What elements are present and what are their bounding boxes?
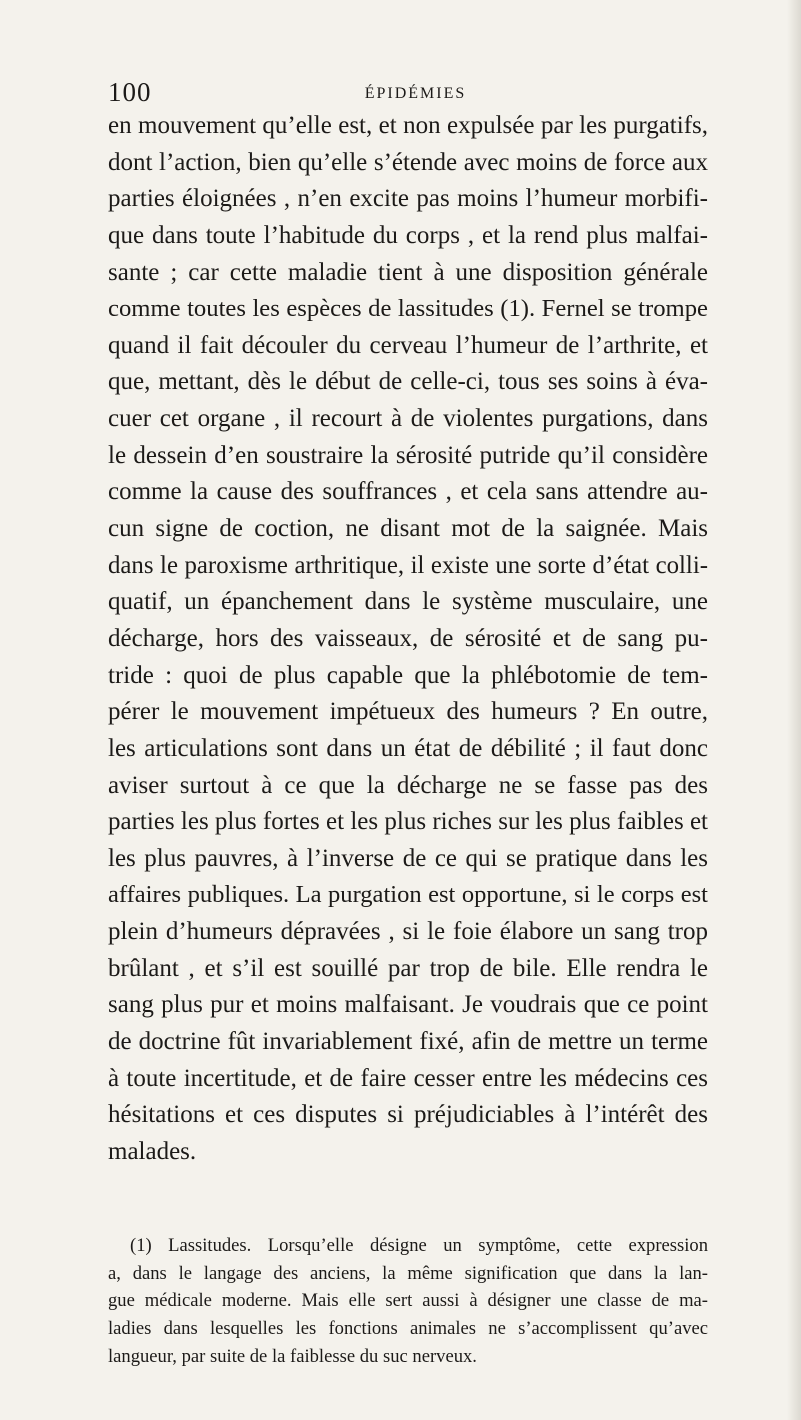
text-line: décharge, hors des vaisseaux, de sérosité et de sang pu- [108,624,708,652]
text-line: parties les plus fortes et les plus riches sur les plus faibles et [108,808,708,836]
running-title: ÉPIDÉMIES [364,85,467,102]
text-line: malades. [108,1137,197,1165]
text-line: comme toutes les espèces de lassitudes (1). Fernel se trompe [108,295,708,323]
text-line: le dessein d’en soustraire la sérosité putride qu’il considère [108,441,708,469]
text-line: à toute incertitude, et de faire cesser entre les médecins ces [108,1064,708,1092]
text-line: en mouvement qu’elle est, et non expulsée par les purgatifs, [108,112,708,139]
footnote-line: a, dans le langage des anciens, la même signification que dans la lan- [108,1262,708,1284]
text-line: les articulations sont dans un état de débilité ; il faut donc [108,734,708,762]
text-line: tride : quoi de plus capable que la phlébotomie de tem- [108,661,708,689]
text-line: cuer cet organe , il recourt à de violentes purgations, dans [108,405,708,433]
text-line: que dans toute l’habitude du corps , et la rend plus malfai- [108,221,708,249]
footnote-line: ladies dans lesquelles les fonctions animales ne s’accomplissent qu’avec [108,1318,708,1340]
text-line: parties éloignées , n’en excite pas moins l’humeur morbifi- [108,185,708,213]
text-line: que, mettant, dès le début de celle-ci, tous ses soins à éva- [108,368,708,396]
text-line: hésitations et ces disputes si préjudiciables à l’intérêt des [108,1101,708,1129]
footnote-line: gue médicale moderne. Mais elle sert aussi à désigner une classe de ma- [108,1290,708,1312]
page-edge-shadow [787,0,801,1420]
text-line: brûlant , et s’il est souillé par trop de bile. Elle rendra le [108,954,708,982]
text-line: quand il fait découler du cerveau l’humeur de l’arthrite, et [108,331,708,359]
text-line: cun signe de coction, ne disant mot de la saignée. Mais [108,515,708,543]
text-line: plein d’humeurs dépravées , si le foie élabore un sang trop [108,918,708,946]
page-number: 100 [108,77,152,107]
text-line: sante ; car cette maladie tient à une disposition générale [108,258,708,286]
text-line: affaires publiques. La purgation est opportune, si le corps est [108,881,708,909]
footnote-line: langueur, par suite de la faiblesse du suc nerveux. [108,1345,477,1367]
text-line: comme la cause des souffrances , et cela sans attendre au- [108,478,708,506]
text-line: les plus pauvres, à l’inverse de ce qui se pratique dans les [108,844,708,872]
footnote-line: (1) Lassitudes. Lorsqu’elle désigne un symptôme, cette expression [130,1235,708,1256]
text-line: dans le paroxisme arthritique, il existe une sorte d’état colli- [108,551,708,579]
body-text [108,108,708,1171]
text-line: pérer le mouvement impétueux des humeurs ? En outre, [108,698,708,726]
text-line: quatif, un épanchement dans le système musculaire, une [108,588,708,616]
text-line: de doctrine fût invariablement fixé, afin de mettre un terme [108,1028,708,1056]
footnote [108,1232,708,1370]
text-line: sang plus pur et moins malfaisant. Je voudrais que ce point [108,991,708,1019]
text-line: dont l’action, bien qu’elle s’étende avec moins de force aux [108,148,708,176]
text-line: aviser surtout à ce que la décharge ne se fasse pas des [108,771,708,799]
